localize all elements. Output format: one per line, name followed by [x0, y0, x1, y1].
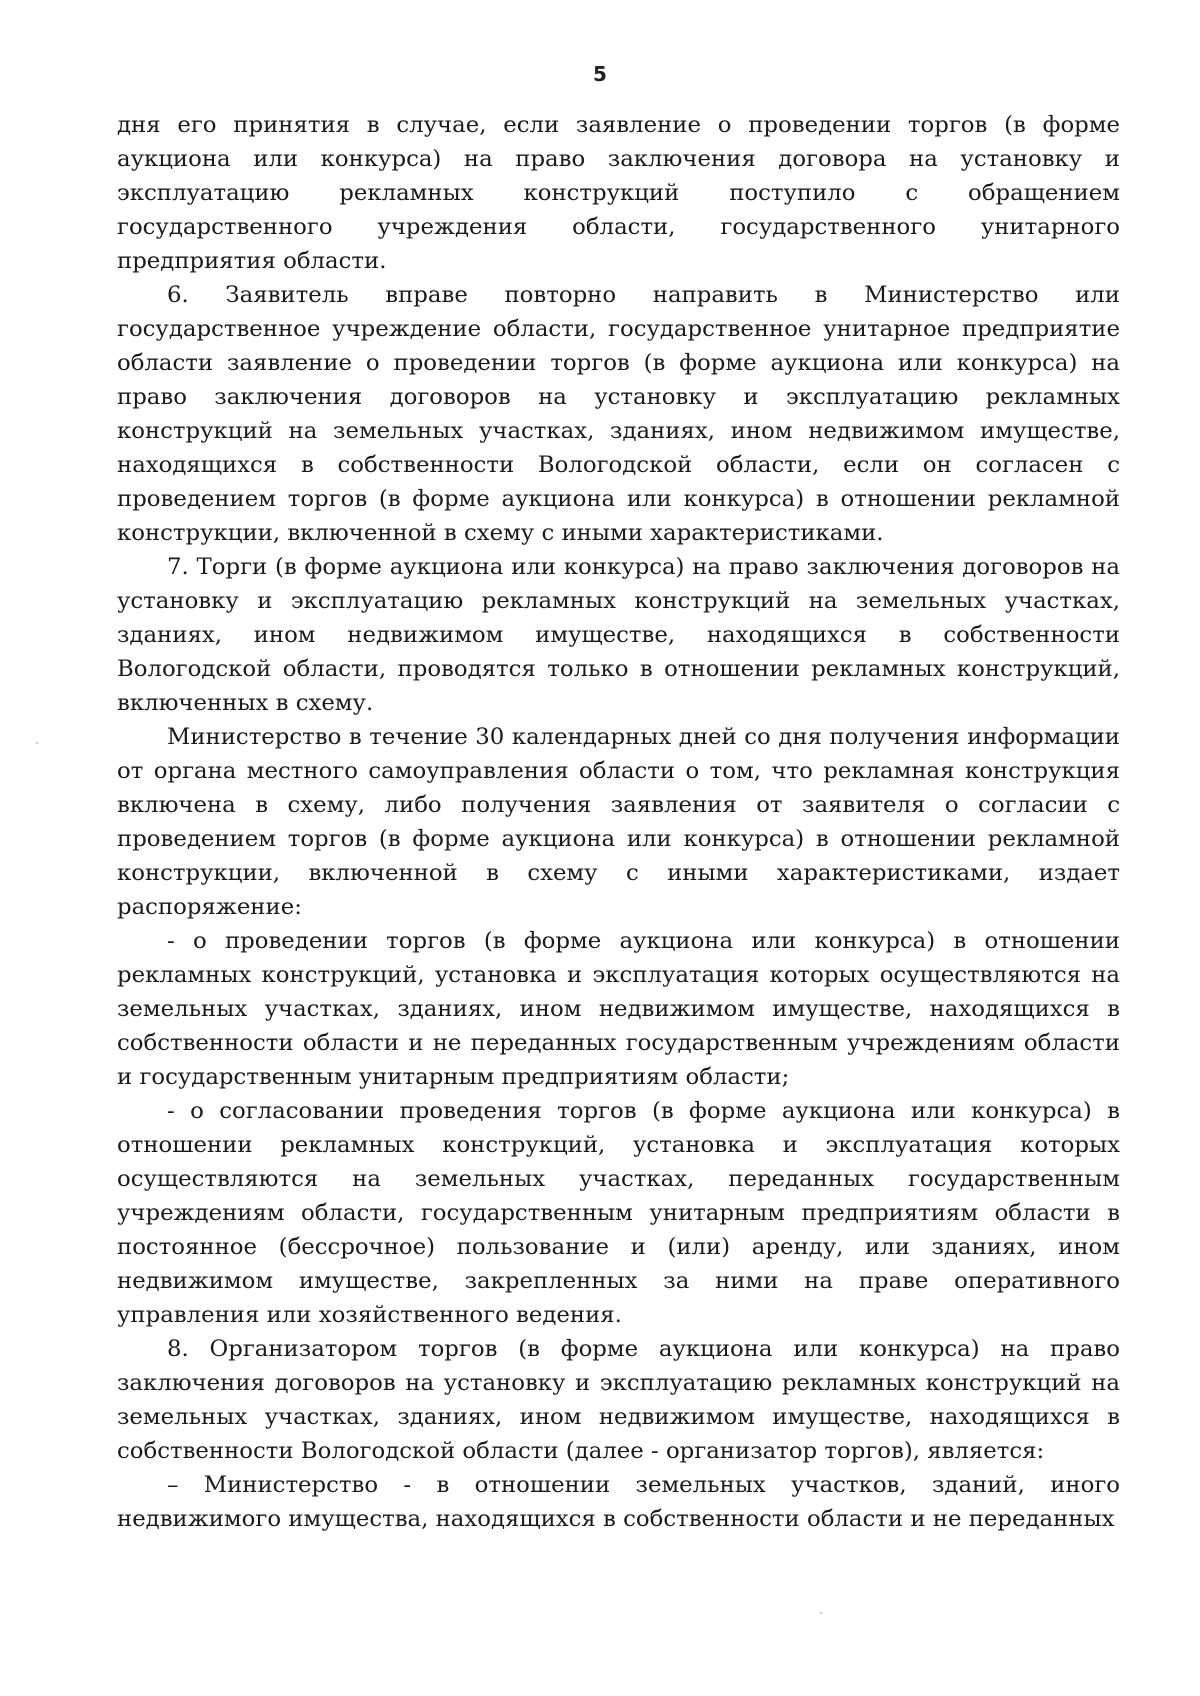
document-body	[117, 108, 1120, 1536]
scan-speck	[820, 1612, 822, 1614]
paragraph-continuation: дня его принятия в случае, если заявление о проведении торгов (в форме аукциона или конкурса) на право заключения договора на установку и эксплуатацию рекламных конструкций поступило с обращением государственного учреждения области, государственного унитарного предприятия области.	[117, 112, 1120, 274]
paragraph-dash-ministry: – Министерство - в отношении земельных участков, зданий, иного недвижимого имущества, находящихся в собственности области и не переданных	[117, 1472, 1120, 1532]
scan-speck	[36, 742, 38, 744]
paragraph-bullet-conduct-auction: - о проведении торгов (в форме аукциона или конкурса) в отношении рекламных конструкций, установка и эксплуатация которых осуществляются на земельных участках, зданиях, ином недвижимом имуществе, находящихся в собственности области и не переданных государственным учреждениям области и государственным унитарным предприятиям области;	[117, 928, 1120, 1090]
paragraph-item-7: 7. Торги (в форме аукциона или конкурса) на право заключения договоров на установку и эксплуатацию рекламных конструкций на земельных участках, зданиях, ином недвижимом имуществе, находящихся в собственности Вологодской области, проводятся только в отношении рекламных конструкций, включенных в схему.	[117, 554, 1120, 716]
paragraph-item-6: 6. Заявитель вправе повторно направить в Министерство или государственное учреждение области, государственное унитарное предприятие области заявление о проведении торгов (в форме аукциона или конкурса) на право заключения договоров на установку и эксплуатацию рекламных конструкций на земельных участках, зданиях, ином недвижимом имуществе, находящихся в собственности Вологодской области, если он согласен с проведением торгов (в форме аукциона или конкурса) в отношении рекламной конструкции, включенной в схему с иными характеристиками.	[117, 282, 1120, 546]
paragraph-item-8: 8. Организатором торгов (в форме аукциона или конкурса) на право заключения договоров на установку и эксплуатацию рекламных конструкций на земельных участках, зданиях, ином недвижимом имуществе, находящихся в собственности Вологодской области (далее - организатор торгов), является:	[117, 1336, 1120, 1464]
page-number: 5	[593, 62, 607, 86]
paragraph-ministry-deadline: Министерство в течение 30 календарных дней со дня получения информации от органа местного самоуправления области о том, что рекламная конструкция включена в схему, либо получения заявления от заявителя о согласии с проведением торгов (в форме аукциона или конкурса) в отношении рекламной конструкции, включенной в схему с иными характеристиками, издает распоряжение:	[117, 724, 1120, 920]
paragraph-bullet-approve-auction: - о согласовании проведения торгов (в форме аукциона или конкурса) в отношении рекламных конструкций, установка и эксплуатация которых осуществляются на земельных участках, переданных государственным учреждениям области, государственным унитарным предприятиям области в постоянное (бессрочное) пользование и (или) аренду, или зданиях, ином недвижимом имуществе, закрепленных за ними на праве оперативного управления или хозяйственного ведения.	[117, 1098, 1120, 1328]
